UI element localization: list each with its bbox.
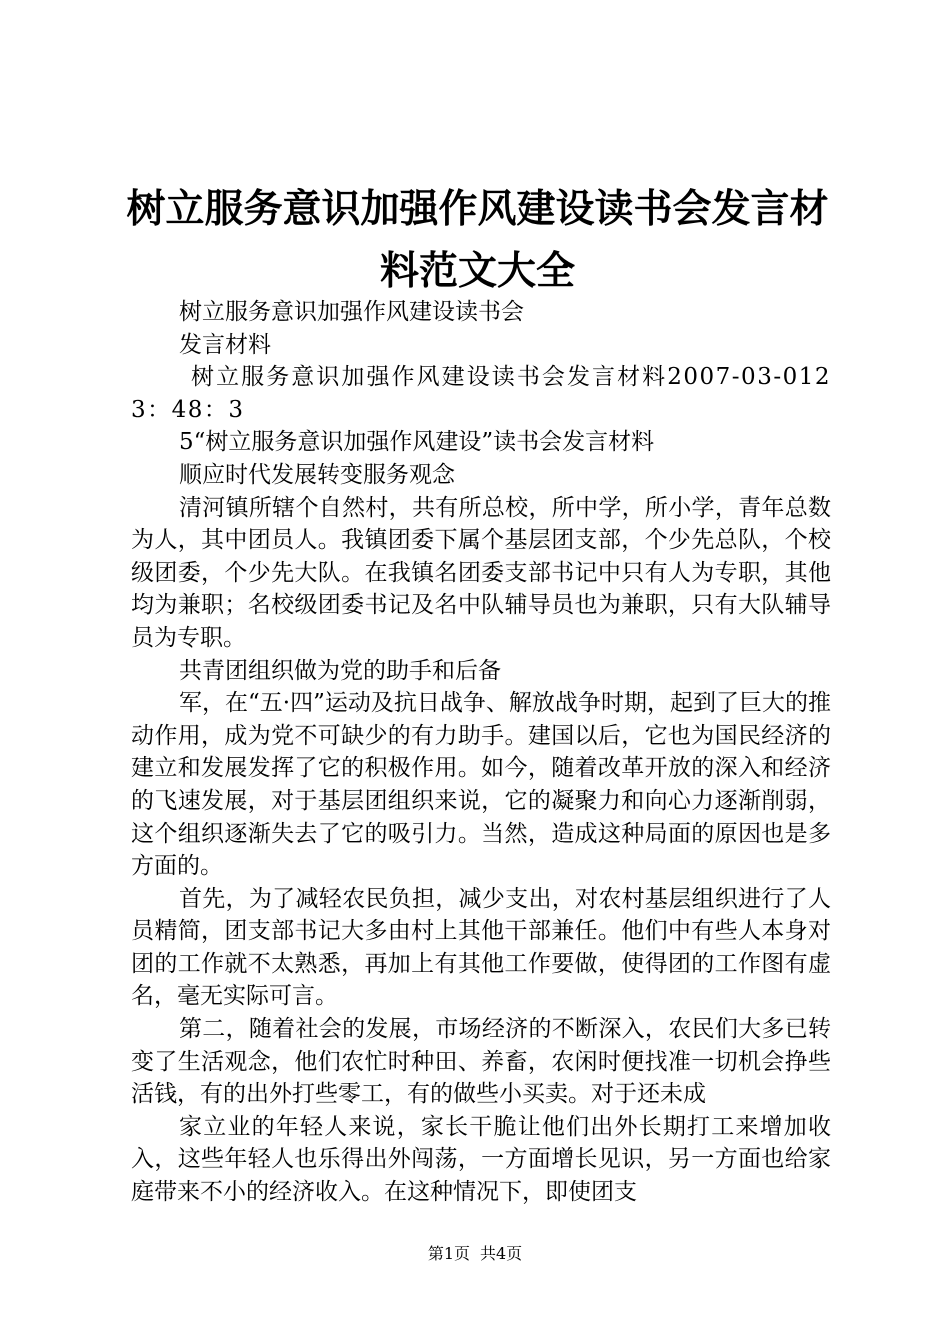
document-body — [131, 296, 831, 1209]
document-title: 树立服务意识加强作风建设读书会发言材料范文大全 — [126, 186, 829, 294]
paragraph: 家立业的年轻人来说，家长干脆让他们出外长期打工来增加收入，这些年轻人也乐得出外闯荡，一方面增长见识，另一方面也给家庭带来不小的经济收入。在这种情况下，即使团支 — [131, 1113, 831, 1206]
page-number: 第1页 — [427, 1244, 470, 1263]
paragraph: 军，在“五·四”运动及抗日战争、解放战争时期，起到了巨大的推动作用，成为党不可缺少的有力助手。建国以后，它也为国民经济的建立和发展发挥了它的积极作用。如今，随着改革开放的深入和经济的飞速发展，对于基层团组织来说，它的凝聚力和向心力逐渐削弱，这个组织逐渐失去了它的吸引力。当然，造成这种局面的原因也是多方面的。 — [131, 690, 831, 880]
paragraph: 顺应时代发展转变服务观念 — [179, 461, 455, 488]
page-footer — [0, 1243, 950, 1265]
paragraph: 共青团组织做为党的助手和后备 — [179, 657, 501, 684]
paragraph: 清河镇所辖个自然村，共有所总校，所中学，所小学，青年总数为人，其中团员人。我镇团委下属个基层团支部，个少先总队，个校级团委，个少先大队。在我镇名团委支部书记中只有人为专职，其他均为兼职；名校级团委书记及名中队辅导员也为兼职，只有大队辅导员为专职。 — [131, 494, 831, 651]
paragraph: 树立服务意识加强作风建设读书会 — [179, 299, 524, 325]
paragraph: 第二，随着社会的发展，市场经济的不断深入，农民们大多已转变了生活观念，他们农忙时种田、养畜，农闲时便找准一切机会挣些活钱，有的出外打些零工，有的做些小买卖。对于还未成 — [131, 1016, 831, 1108]
paragraph: 5“树立服务意识加强作风建设”读书会发言材料 — [179, 429, 655, 456]
paragraph: 发言材料 — [179, 331, 271, 358]
page-total: 共4页 — [480, 1244, 523, 1263]
paragraph: 首先，为了减轻农民负担，减少支出，对农村基层组织进行了人员精简，团支部书记大多由村上其他干部兼任。他们中有些人本身对团的工作就不太熟悉，再加上有其他工作要做，使得团的工作图有虚名，毫无实际可言。 — [131, 885, 831, 1010]
paragraph: 树立服务意识加强作风建设读书会发言材料2007-03-0123：48：3 — [131, 364, 831, 423]
